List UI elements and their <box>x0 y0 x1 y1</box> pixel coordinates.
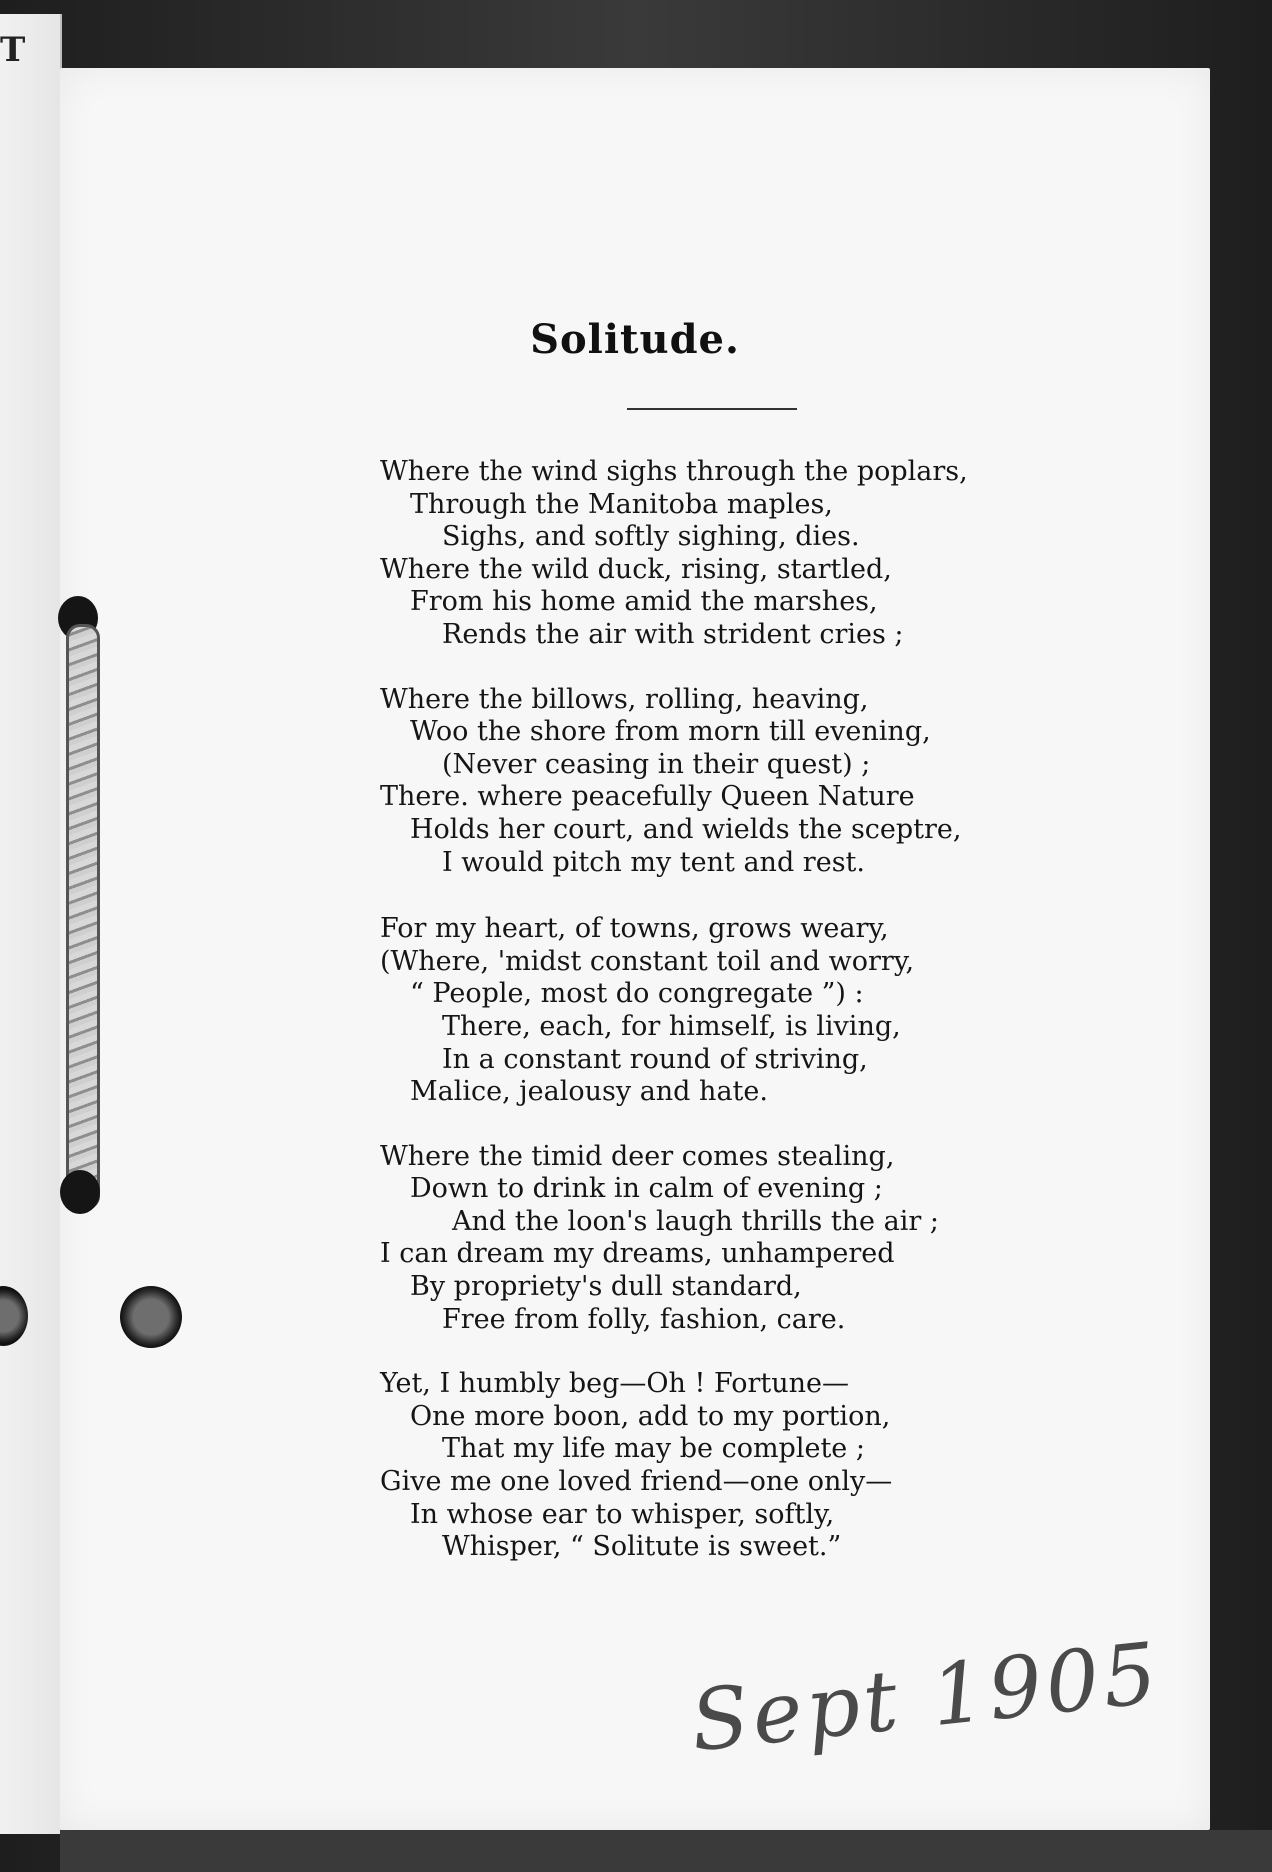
poem-line: Where the wind sighs through the poplars, <box>380 456 968 487</box>
poem-line: Where the wild duck, rising, startled, <box>380 553 892 585</box>
bottom-edge <box>60 1830 1272 1872</box>
poem-line: In a constant round of striving, <box>442 1043 868 1075</box>
poem-line: Through the Manitoba maples, <box>410 488 833 520</box>
poem-page <box>60 68 1210 1830</box>
poem-line: Holds her court, and wields the sceptre, <box>410 813 962 845</box>
poem-line: And the loon's laugh thrills the air ; <box>452 1205 939 1237</box>
title-rule <box>627 408 797 410</box>
poem-line: By propriety's dull standard, <box>410 1271 802 1303</box>
poem-title: Solitude. <box>530 316 740 363</box>
poem-line: I can dream my dreams, unhampered <box>380 1238 895 1270</box>
poem-line: Where the billows, rolling, heaving, <box>380 683 869 715</box>
poem-line: Where the timid deer comes stealing, <box>380 1140 895 1172</box>
poem-line: (Where, 'midst constant toil and worry, <box>380 945 915 977</box>
stanza-1 <box>380 456 1140 652</box>
previous-page-edge <box>0 14 62 1834</box>
poem-body <box>380 456 1140 1596</box>
poem-line: “ People, most do congregate ”) : <box>410 978 864 1010</box>
poem-line: Free from folly, fashion, care. <box>442 1303 846 1335</box>
poem-line: Malice, jealousy and hate. <box>410 1076 768 1108</box>
poem-line: I would pitch my tent and rest. <box>442 846 865 878</box>
poem-line: (Never ceasing in their quest) ; <box>442 748 871 780</box>
poem-line: There, each, for himself, is living, <box>442 1010 901 1042</box>
previous-page-letter: T <box>0 30 26 70</box>
poem-line: One more boon, add to my portion, <box>410 1400 891 1432</box>
poem-line: Woo the shore from morn till evening, <box>410 716 931 748</box>
poem-line: Whisper, “ Solitute is sweet.” <box>442 1531 842 1563</box>
poem-line: There. where peacefully Queen Nature <box>380 781 915 813</box>
poem-line: From his home amid the marshes, <box>410 586 878 618</box>
binding-knot-icon <box>60 1170 100 1214</box>
stanza-2 <box>380 684 1140 880</box>
handwritten-date: Sept 1905 <box>686 1623 1166 1771</box>
poem-line: Yet, I humbly beg—Oh ! Fortune— <box>380 1368 849 1400</box>
punch-hole-icon <box>120 1286 182 1348</box>
poem-line: Rends the air with strident cries ; <box>442 618 904 650</box>
stanza-4 <box>380 1141 1140 1337</box>
poem-line: Give me one loved friend—one only— <box>380 1466 893 1498</box>
stanza-3 <box>380 913 1140 1109</box>
poem-line: Sighs, and softly sighing, dies. <box>442 521 860 553</box>
stanza-5 <box>380 1368 1140 1564</box>
poem-line: That my life may be complete ; <box>442 1433 865 1465</box>
poem-line: In whose ear to whisper, softly, <box>410 1498 835 1530</box>
poem-line: For my heart, of towns, grows weary, <box>380 913 889 945</box>
binding-cord <box>66 624 100 1210</box>
poem-line: Down to drink in calm of evening ; <box>410 1173 883 1205</box>
